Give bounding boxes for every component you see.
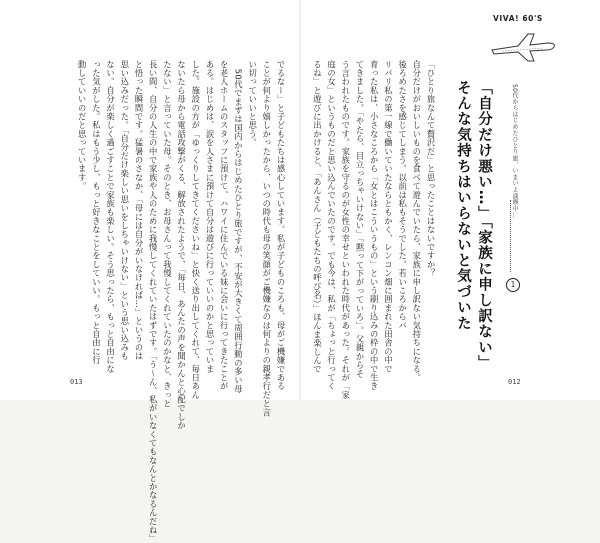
chapter-heading-line-2: そんな気持ちはいらないと気づいた xyxy=(455,80,471,332)
dotted-rule xyxy=(510,200,512,272)
airplane-icon xyxy=(488,30,558,64)
right-page-number: 012 xyxy=(508,378,521,386)
chapter-number-badge: 1 xyxy=(506,278,520,292)
left-page-number: 013 xyxy=(70,378,83,386)
chapter-heading-line-1: 「自分だけ悪い…」「家族に申し訳ない」 xyxy=(476,80,492,372)
left-page-body-text: でるなー」と子どもたちは感心しています。私が子どものころも、母がご機嫌である ことが何より嬉しかったから、いつの時代も母の笑顔がご機嫌なのは何よりの親孝行だと言 い切っていいと思う。 50代でまずは国内からはじめたひとり旅ですが、不安が大きくて周囲行動の多い母 を老人ホームのスタッフに預けて、ハワイに住んでいる妹に会いに行ってきたことが ある。はじめは、涙を人さまに預けて自分は遊びに行っていいのかと思っていま した。施設の方が「ゆっくりしてきてくださいね」と快く送り出してくれて、毎日あん ないたら母から電話攻撃がくる、解放されたようで、「毎日、あんたの声を聞かんと心配でしか たない」と言っていた母。そのとき、お母さんって我慢してくれていたのかなと、きっと 長い間、自分の人生の中で家族や人のために我慢してくれていたはずです。「う～ん、私がいなくてもなんとかなるんだね」 と悟った瞬間です。猛暑のさなか、「母には自分がいなければ…」というのは 思い込みだった。「自分だけ楽しい思いをしちゃいけない」という思い込みも ない。自分が楽しく過ごすことで家族も楽しい。そう思ったら、もっと自由にな った気がした。私はもう少し、もっと好きなことをしていい。もっと自由に行 動していいのだと思っています。 xyxy=(77,60,286,543)
book-gutter xyxy=(299,0,301,400)
chapter-subtitle: 50代からはじめたひとり旅、いまいよ満喫中… xyxy=(511,84,518,219)
running-head: VIVA! 60'S xyxy=(493,14,543,23)
right-page-body-text: 「ひとり旅なんて贅沢だ」と思ったことはないですか？ 自分だけがおいしいものを食べて遊んでいたら、家族に申し訳ない気持ちになる。 後ろめたさを感じてしまう。以前は私もそうでした。若いころからバ リバリ私の第一線で働いていたならともかく、レンコン畑に囲まれた田舎の中で 育った私は、小さなころから「女とはこういうもの」という刷り込みの枠の中で生き てきました。「やたら、目立っちゃいけない」「黙って下がっていろ」。父親からそ う言われたものです。家族を守るのが女性の幸せといわれた時代があった。それが「家 庭の女」というものだと思い込んでいたのです。でも今は、私が「ちょっと行ってく るね」と遊びに出かけると、「あんさん（子どもたちの呼び名）」ほんま楽しんで xyxy=(312,60,436,400)
